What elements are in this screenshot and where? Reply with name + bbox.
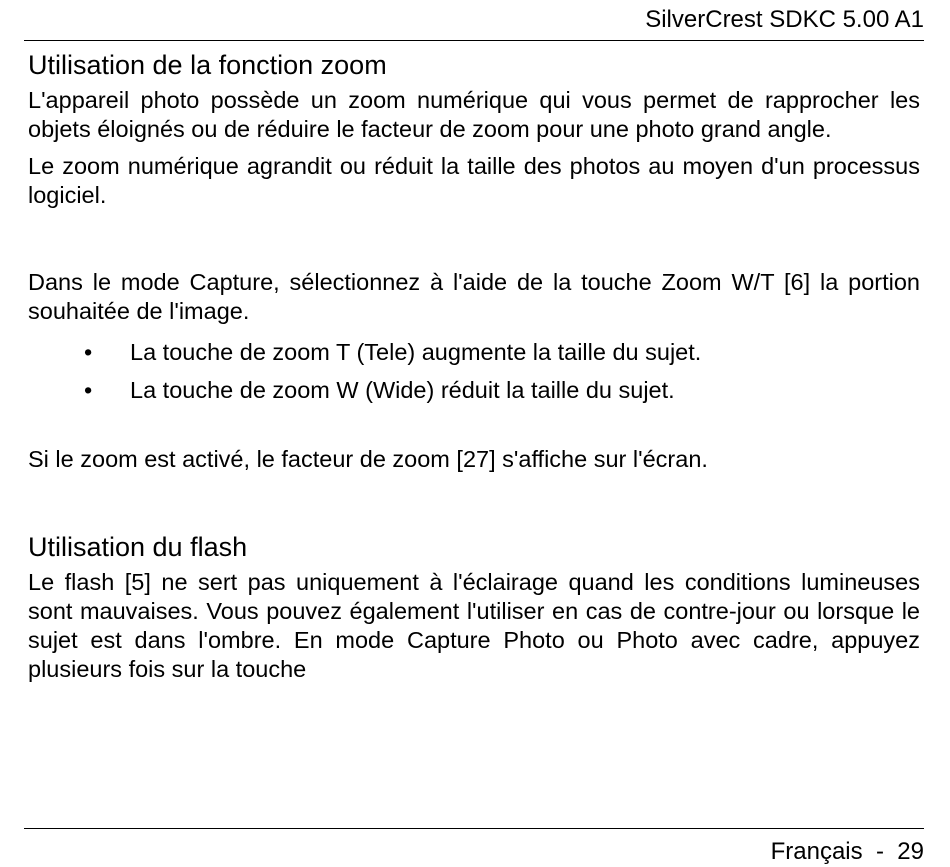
paragraph-zoom-capture: Dans le mode Capture, sélectionnez à l'aide de la touche Zoom W/T [6] la portion souhaitée de l'image. xyxy=(28,269,920,324)
bullet-icon: • xyxy=(84,377,93,403)
page-content xyxy=(28,48,920,684)
bullet-icon: • xyxy=(84,339,93,365)
page-footer xyxy=(24,828,924,865)
section-heading-flash: Utilisation du flash xyxy=(28,532,248,562)
zoom-bullet-list xyxy=(28,338,920,405)
paragraph-zoom-factor: Si le zoom est activé, le facteur de zoom [27] s'affiche sur l'écran. xyxy=(28,446,708,472)
paragraph-zoom-intro: L'appareil photo possède un zoom numérique qui vous permet de rapprocher les objets éloignés ou de réduire le facteur de zoom pour une photo grand angle. xyxy=(28,87,920,142)
list-item: • La touche de zoom T (Tele) augmente la taille du sujet. xyxy=(84,339,702,365)
header-title: SilverCrest SDKC 5.00 A1 xyxy=(645,6,924,33)
page-header xyxy=(24,0,924,41)
list-item: • La touche de zoom W (Wide) réduit la taille du sujet. xyxy=(84,377,675,403)
section-heading-zoom: Utilisation de la fonction zoom xyxy=(28,50,387,80)
paragraph-flash: Le flash [5] ne sert pas uniquement à l'éclairage quand les conditions lumineuses sont mauvaises. Vous pouvez également l'utiliser en cas de contre-jour ou lorsque le sujet est dans l'ombre. En mode Capture Photo ou Photo avec cadre, appuyez plusieurs fois sur la touche xyxy=(28,569,920,682)
page-number: Français - 29 xyxy=(770,838,924,865)
paragraph-zoom-digital: Le zoom numérique agrandit ou réduit la taille des photos au moyen d'un processus logiciel. xyxy=(28,153,920,208)
